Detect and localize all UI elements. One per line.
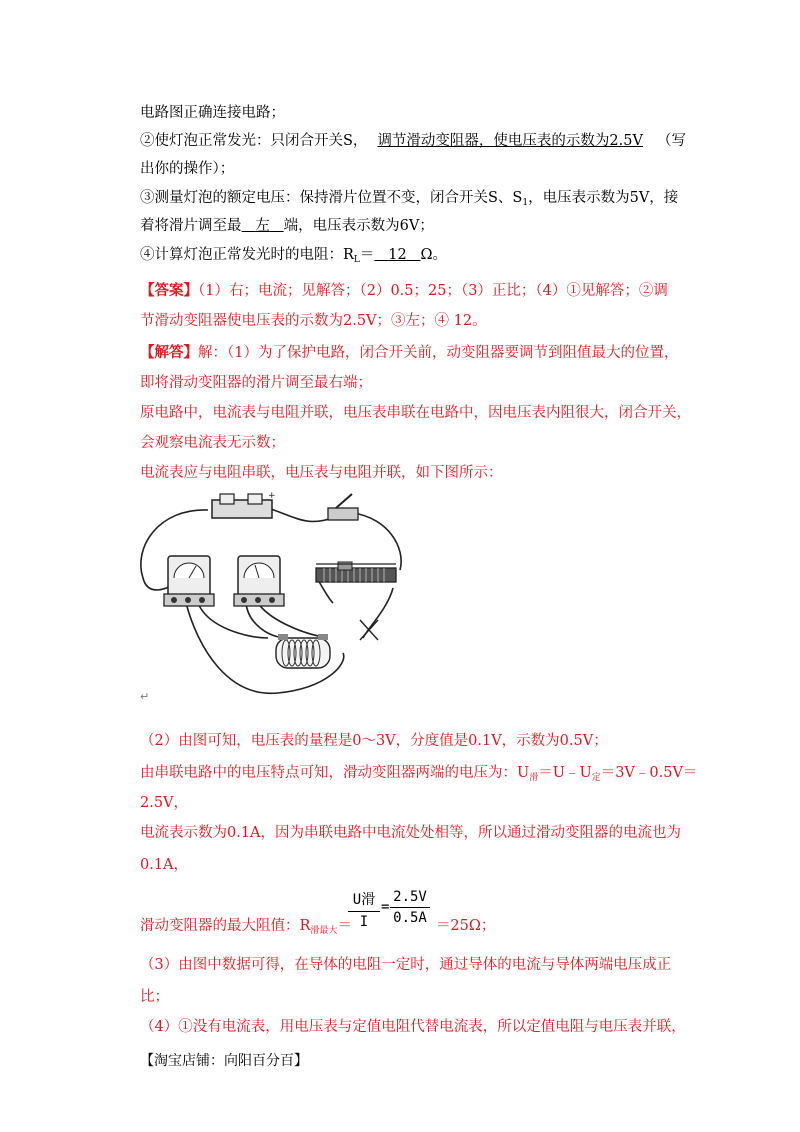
part2-line-1: （2）由图可知，电压表的量程是0～3V，分度值是0.1V，示数为0.5V；	[140, 733, 608, 749]
part2-line-4: 电流表示数为0.1A，因为串联电路中电流处处相等，所以通过滑动变阻器的电流也为	[140, 825, 682, 841]
part2-line-3: 2.5V，	[140, 795, 189, 811]
text-line-5: 着将滑片调至最 左 端，电压表示数为6V；	[140, 218, 434, 234]
solution-line-5: 电流表应与电阻串联，电压表与电阻并联，如下图所示：	[140, 465, 503, 481]
fraction-equals: =	[381, 899, 390, 915]
fraction-values: $\frac{2.5V}{0.5A}$	[390, 889, 430, 926]
part3-line-2: 比；	[140, 989, 169, 1005]
text-line-2: ②使灯泡正常发光：只闭合开关S， 调节滑动变阻器，使电压表的示数为2.5V （写	[140, 133, 686, 149]
circuit-diagram	[138, 488, 410, 706]
svg-text:+: +	[268, 491, 276, 501]
fraction-u-over-i: U滑 I	[348, 889, 380, 930]
answer-line-2: 节滑动变阻器使电压表的示数为2.5V；③左；④ 12。	[140, 313, 487, 329]
part2-line-5: 0.1A，	[140, 857, 189, 873]
text-line-3: 出你的操作）；	[140, 161, 235, 177]
part3-line-1: （3）由图中数据可得，在导体的电阻一定时，通过导体的电流与导体两端电压成正	[140, 957, 672, 973]
solution-line-4: 会观察电流表无示数；	[140, 435, 285, 451]
solution-line-3: 原电路中，电流表与电阻并联，电压表串联在电路中，因电压表内阻很大，闭合开关，	[140, 405, 691, 421]
solution-line-1: 【解答】解：（1）为了保护电路，闭合开关前，动变阻器要调节到阻值最大的位置，	[140, 344, 679, 361]
part4-line-1: （4）①没有电流表，用电压表与定值电阻代替电流表，所以定值电阻与电压表并联，	[140, 1019, 686, 1035]
solution-line-2: 即将滑动变阻器的滑片调至最右端；	[140, 375, 372, 391]
part2-line-6: 滑动变阻器的最大阻值：$R_{滑最大}= =25\Omega$；	[140, 918, 496, 936]
text-line-4: ③测量灯泡的额定电压：保持滑片位置不变，闭合开关S、$S_1$，电压表示数为5V，接	[140, 190, 679, 208]
text-line-1: 电路图正确连接电路；	[140, 105, 285, 121]
text-line-6: ④计算灯泡正常发光时的电阻：$R_L=$ 12 Ω。	[140, 247, 448, 265]
footer-shop-label: 【淘宝店铺：向阳百分百】	[140, 1053, 308, 1069]
svg-text:↵: ↵	[140, 690, 150, 703]
part2-line-2: 由串联电路中的电压特点可知，滑动变阻器两端的电压为：$U_滑=U﹣U_定=3V﹣0.5V=$	[140, 765, 698, 783]
answer-line-1: 【答案】（1）右；电流；见解答；（2）0.5；25；（3）正比；（4）①见解答；②调	[140, 282, 668, 299]
